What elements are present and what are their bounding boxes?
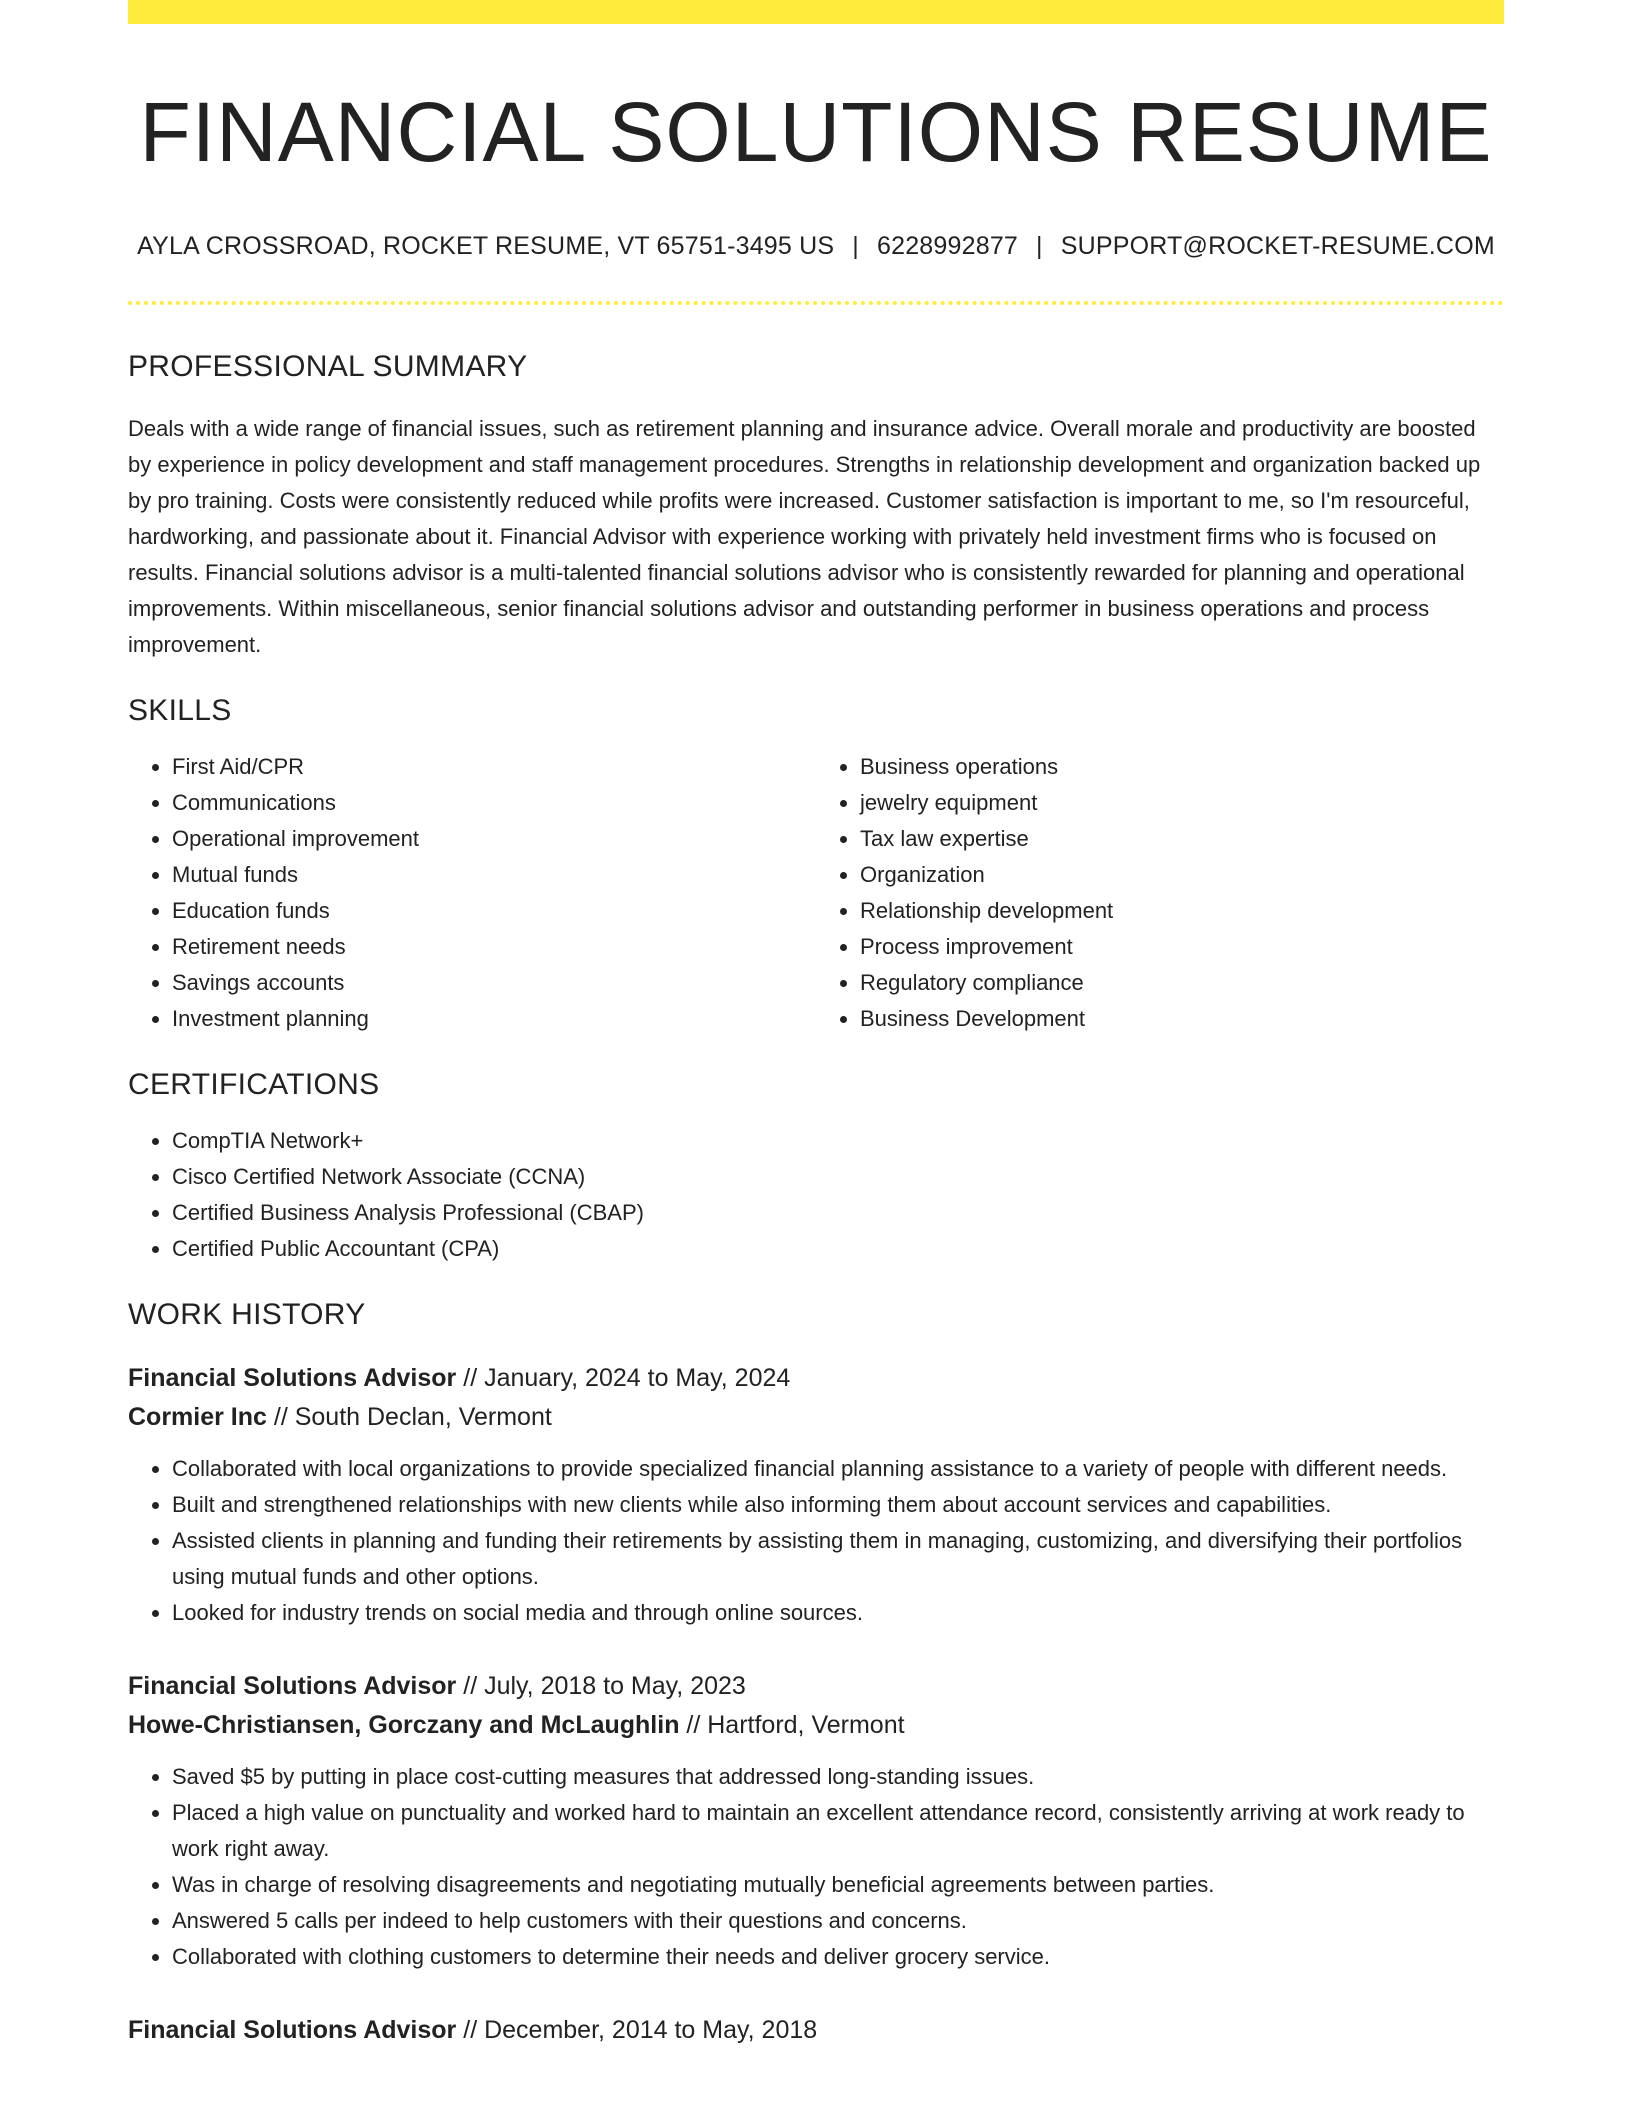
skill-item: • First Aid/CPR (172, 749, 816, 785)
job-company: Cormier Inc (128, 1403, 267, 1432)
job-bullet: • Collaborated with local organizations to provide specialized financial planning assistance to a variety of people with different needs. (172, 1451, 1504, 1487)
skill-item: • Investment planning (172, 1001, 816, 1037)
skill-item: • Business Development (860, 1001, 1504, 1037)
skill-item: • jewelry equipment (860, 785, 1504, 821)
job-bullet: • Placed a high value on punctuality and worked hard to maintain an excellent attendance record, consistently arriving at work ready to work right away. (172, 1795, 1504, 1867)
job-bullets (128, 1759, 1504, 1975)
job-bullet: • Was in charge of resolving disagreements and negotiating mutually beneficial agreements between parties. (172, 1867, 1504, 1903)
certifications-heading: CERTIFICATIONS (128, 1068, 380, 1102)
skill-item: • Tax law expertise (860, 821, 1504, 857)
job-title-line (128, 2011, 1504, 2050)
job-dates: // January, 2024 to May, 2024 (456, 1364, 791, 1393)
job-title: Financial Solutions Advisor (128, 1364, 457, 1393)
job-title: Financial Solutions Advisor (128, 2016, 457, 2045)
skills-grid (128, 749, 1504, 1037)
job-entry (128, 1359, 1504, 1631)
job-title-line (128, 1667, 1504, 1706)
job-bullet: • Collaborated with clothing customers to determine their needs and deliver grocery service. (172, 1939, 1504, 1975)
top-accent-bar (128, 0, 1504, 24)
skill-item: • Business operations (860, 749, 1504, 785)
job-bullets (128, 1451, 1504, 1631)
certifications-list (128, 1123, 1504, 1267)
job-company-line (128, 1398, 1504, 1437)
contact-line (128, 232, 1504, 261)
certification-item: • Certified Business Analysis Professional (CBAP) (172, 1195, 1504, 1231)
skills-left-list (128, 749, 816, 1037)
skill-item: • Education funds (172, 893, 816, 929)
job-dates: // December, 2014 to May, 2018 (456, 2016, 818, 2045)
certification-item: • Certified Public Accountant (CPA) (172, 1231, 1504, 1267)
skills-heading: SKILLS (128, 694, 232, 728)
certification-item: • Cisco Certified Network Associate (CCNA) (172, 1159, 1504, 1195)
job-bullet: • Answered 5 calls per indeed to help customers with their questions and concerns. (172, 1903, 1504, 1939)
contact-email: SUPPORT@ROCKET-RESUME.COM (1060, 232, 1495, 261)
skill-item: • Regulatory compliance (860, 965, 1504, 1001)
contact-phone: 6228992877 (876, 232, 1019, 261)
job-location: // Hartford, Vermont (679, 1711, 905, 1740)
job-title: Financial Solutions Advisor (128, 1672, 457, 1701)
certification-item: • CompTIA Network+ (172, 1123, 1504, 1159)
skill-item: • Organization (860, 857, 1504, 893)
job-company-line (128, 1706, 1504, 1745)
job-entry (128, 1667, 1504, 1975)
skill-item: • Relationship development (860, 893, 1504, 929)
job-bullet: • Saved $5 by putting in place cost-cutting measures that addressed long-standing issues. (172, 1759, 1504, 1795)
skill-item: • Mutual funds (172, 857, 816, 893)
summary-heading: PROFESSIONAL SUMMARY (128, 350, 528, 384)
work-history-heading: WORK HISTORY (128, 1298, 366, 1332)
resume-page (128, 0, 1504, 2050)
skill-item: • Operational improvement (172, 821, 816, 857)
job-entry (128, 2011, 1504, 2050)
job-bullet: • Built and strengthened relationships with new clients while also informing them about account services and capabilities. (172, 1487, 1504, 1523)
resume-title: FINANCIAL SOLUTIONS RESUME (139, 85, 1493, 179)
job-title-line (128, 1359, 1504, 1398)
contact-address: AYLA CROSSROAD, ROCKET RESUME, VT 65751-3495 US (137, 232, 835, 261)
job-bullet: • Assisted clients in planning and funding their retirements by assisting them in managing, customizing, and diversifying their portfolios using mutual funds and other options. (172, 1523, 1504, 1595)
skill-item: • Savings accounts (172, 965, 816, 1001)
skill-item: • Process improvement (860, 929, 1504, 965)
skills-right-list (816, 749, 1504, 1037)
summary-text: Deals with a wide range of financial issues, such as retirement planning and insurance advice. Overall morale and productivity are boosted by experience in policy development and staff management procedures. Strengths in relationship development and organization backed up by pro training. Costs were consistently reduced while profits were increased. Customer satisfaction is important to me, so I'm resourceful, hardworking, and passionate about it. Financial Advisor with experience working with privately held investment firms who is focused on results. Financial solutions advisor is a multi-talented financial solutions advisor who is consistently rewarded for planning and operational improvements. Within miscellaneous, senior financial solutions advisor and outstanding performer in business operations and process improvement. (128, 416, 1481, 658)
job-location: // South Declan, Vermont (266, 1403, 552, 1432)
dotted-divider (128, 301, 1504, 305)
skill-item: • Communications (172, 785, 816, 821)
job-dates: // July, 2018 to May, 2023 (456, 1672, 746, 1701)
contact-separator: | (852, 232, 859, 261)
job-bullet: • Looked for industry trends on social media and through online sources. (172, 1595, 1504, 1631)
skill-item: • Retirement needs (172, 929, 816, 965)
contact-separator: | (1036, 232, 1043, 261)
job-company: Howe-Christiansen, Gorczany and McLaughlin (128, 1711, 680, 1740)
